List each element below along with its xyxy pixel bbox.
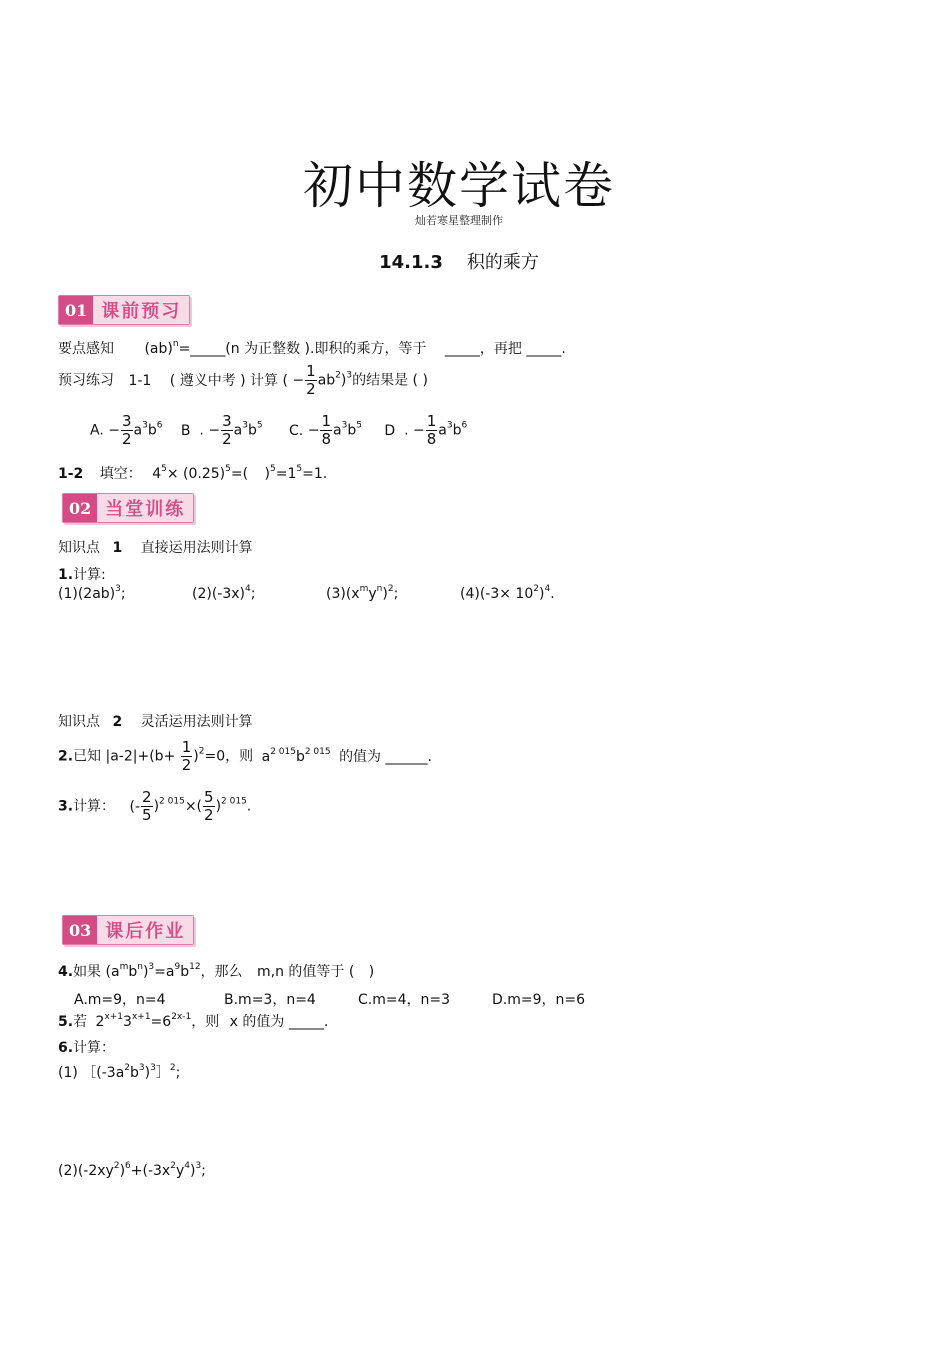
option-b: B [180, 422, 191, 439]
key-text: =_____(n 为正整数 ).即积的乘方，等于 [178, 341, 427, 357]
option-d: D [384, 422, 396, 439]
document-subtitle: 灿若寒星整理制作 [415, 214, 503, 227]
option-4-c: C.m=4，n=3 [358, 992, 451, 1008]
option-a: A. [90, 422, 104, 439]
key-points-line: 要点感知 (ab)$^n$=_____(n 为正整数 ).即积的乘方，等于 _____，再把 _____. [58, 339, 566, 357]
document-title: 初中数学试卷 [303, 157, 615, 215]
question-6: 6.计算： [58, 1040, 116, 1056]
section-number: 03 [63, 916, 97, 944]
key-blank-1: _____，再把 [444, 341, 522, 357]
question-5: 5.若 $2^{x+1}3^{x+1}=6^{2x-1}$，则 x 的值为 _____. [58, 1012, 329, 1030]
option-c: C. [289, 422, 304, 439]
question-6-1: (1) $[(-3a^2b^3)^3]^2$; [58, 1063, 181, 1081]
lesson-name: 积的乘方 [466, 252, 539, 273]
exercise-1-2: 1-2 填空： $4^5\times (0.25)^5=$( )$^5=1^5=1$. [58, 464, 328, 482]
key-blank-2: _____. [526, 341, 566, 357]
lesson-number: 14.1.3 [379, 252, 443, 273]
section-label: 课前预习 [93, 296, 189, 324]
question-6-2: $(2)(-2xy^2)^6+(-3x^2y^4)^3$; [58, 1161, 206, 1179]
option-4-a: A.m=9，n=4 [74, 992, 166, 1008]
question-1: 1.计算: [58, 567, 106, 583]
options-1-1: A. − $\frac{3}{2}$ $a^3b^6$ B . − $\frac{3}{2}$ $a^3b^5$ C. − $\frac{1}{8}$ $a^3b^5$ D . − $\frac{1}{8}$ $a^3b^6$ [90, 412, 468, 448]
question-2: 2.已知 |a-2|+(b+ $\frac{1}{2}$ )$^2$=0，则 $a^{2 015}b^{2 015}$ 的值为 ______. [58, 738, 432, 774]
section-label: 课后作业 [97, 916, 193, 944]
option-4-d: D.m=9，n=6 [492, 992, 586, 1008]
section-badge-preview [58, 295, 190, 325]
section-number: 01 [59, 296, 93, 324]
key-label: 要点感知 [58, 341, 114, 357]
knowledge-point-1: 知识点 1 直接运用法则计算 [58, 540, 253, 556]
section-badge-training [62, 493, 194, 523]
section-badge-homework [62, 915, 194, 945]
question-3: 3.计算： (- $\frac{2}{5}$ )$^{2 015}$×( $\frac{5}{2}$ )$^{2 015}$. [58, 788, 252, 824]
question-1-parts: $(1)(2ab)^3$; [58, 584, 126, 602]
question-4: 4.如果 $(a^mb^n)^3=a^9b^{12}$，那么 m,n 的值等于 ( ) [58, 962, 375, 980]
lesson-heading [0, 248, 918, 274]
section-label: 当堂训练 [97, 494, 193, 522]
option-4-b: B.m=3，n=4 [224, 992, 316, 1008]
section-number: 02 [63, 494, 97, 522]
exercise-1-1: 预习练习 1-1 ( 遵义中考 ) 计算 ( − $\frac{1}{2}$ $ab^2)^3$的结果是 ( ) [58, 362, 428, 398]
knowledge-point-2: 知识点 2 灵活运用法则计算 [58, 714, 253, 730]
